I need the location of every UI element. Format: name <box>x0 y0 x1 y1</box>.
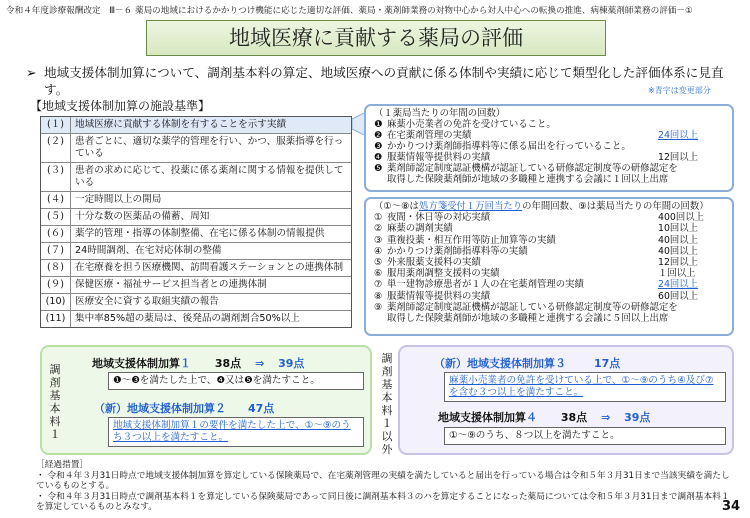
requirement-num: ❷ <box>374 130 383 141</box>
requirement-value <box>678 163 744 174</box>
requirement-text: 服薬情報等提供料の実績 <box>387 290 491 302</box>
requirement-item <box>374 302 724 313</box>
requirement-text: 薬剤師認定制度認証機構が認証している研修認定制度等の研修認定を <box>387 301 678 313</box>
box1-item5-cont: 取得した保険薬剤師が地域の多職種と連携する会議に１回以上出席 <box>387 174 669 185</box>
standard-text: 患者の求めに応じて、投薬に係る薬剤に関する情報を提供している <box>75 165 344 188</box>
add1-title: 地域支援体制加算１ 38点 ⇒ 39点 <box>92 357 305 370</box>
box2-heading: （①～⑧は処方箋受付１万回当たりの年間回数、⑨は薬局当たりの年間の回数） <box>374 201 709 212</box>
vertical-char: 剤 <box>381 365 393 378</box>
requirement-value: １回以上 <box>658 268 696 280</box>
blue-text-note: ※青字は変更部分 <box>648 86 711 95</box>
standard-num: (１) <box>41 117 71 133</box>
vertical-char: 以 <box>381 430 393 443</box>
page-title: 地域医療に貢献する薬局の評価 <box>146 20 606 56</box>
requirement-num: ② <box>374 223 383 235</box>
requirement-num: ⑦ <box>374 279 383 291</box>
standard-num: (４) <box>41 192 71 208</box>
requirement-item <box>374 223 724 234</box>
standard-text: 一定時間以上の開局 <box>75 194 162 205</box>
requirement-text: 在宅薬剤管理の実績 <box>387 130 472 141</box>
standard-text: 在宅療養を担う医療機関、訪問看護ステーションとの連携体制 <box>75 262 344 273</box>
requirement-text: かかりつけ薬剤師指導料等に係る届出を行っていること。 <box>387 141 631 152</box>
requirement-item <box>374 163 724 174</box>
standard-num: (11) <box>41 311 71 327</box>
requirement-text: 麻薬の調剤実績 <box>387 223 453 235</box>
requirement-item <box>374 246 724 257</box>
standard-num: (２) <box>41 134 71 162</box>
vertical-char: 外 <box>381 443 393 456</box>
standard-text: 保健医療・福祉サービス担当者との連携体制 <box>75 279 267 290</box>
standard-row <box>41 260 351 277</box>
standard-text: 医療安全に資する取組実績の報告 <box>75 296 219 307</box>
vertical-char: １ <box>49 428 61 441</box>
vertical-char: 調 <box>49 363 61 376</box>
requirement-num: ⑧ <box>374 290 383 302</box>
footnote-item-1: ・ 令和４年３月31日時点で地域支援体制加算を算定している保険薬局で、在宅薬剤管理の実績を満たしていると届出を行っている場合は令和５年３月31日まで当該実績を満たしているものとする。 <box>36 470 730 492</box>
vertical-char: 料 <box>49 415 61 428</box>
vertical-label-1 <box>48 363 62 441</box>
requirement-value: 40回以上 <box>658 234 699 246</box>
requirement-num: ⑤ <box>374 257 383 269</box>
add2-title: （新）地域支援体制加算２ 47点 <box>94 402 275 415</box>
requirement-value: 12回以上 <box>658 257 699 269</box>
basic-fee-1-group <box>40 345 372 455</box>
standard-row <box>41 277 351 294</box>
requirement-text: 単一建物診療患者が１人の在宅薬剤管理の実績 <box>387 279 584 291</box>
requirement-value: 24回以上 <box>658 130 699 141</box>
standard-text: 薬学的管理・指導の体制整備、在宅に係る体制の情報提供 <box>75 228 325 239</box>
vertical-label-2 <box>380 352 394 456</box>
add3-desc: 麻薬小売業者の免許を受けている上で、①～⑨のうち④及び⑦を含む３つ以上を満たすこと。 <box>444 372 726 402</box>
standard-row <box>41 209 351 226</box>
requirement-text: かかりつけ薬剤師指導料等の実績 <box>387 245 528 257</box>
requirement-item <box>374 268 724 279</box>
requirement-value: 12回以上 <box>658 152 699 163</box>
standard-row <box>41 117 351 134</box>
footnote-item-2: ・ 令和４年３月31日時点で調剤基本料１を算定している保険薬局であって同日後に調剤基本料３のハを算定することになった薬局については令和５年３月31日まで調剤基本料１を算定しているものとみなす。 <box>36 491 730 513</box>
box2-item9-cont: 取得した保険薬剤師が地域の多職種と連携する会議に５回以上出席 <box>387 313 669 325</box>
add3-title: （新）地域支援体制加算３ 17点 <box>434 357 621 370</box>
vertical-char: 本 <box>381 391 393 404</box>
standard-row <box>41 243 351 260</box>
standard-num: (９) <box>41 277 71 293</box>
requirement-num: ④ <box>374 245 383 257</box>
requirement-text: 薬剤師認定制度認証機構が認証している研修認定制度等の研修認定を <box>387 163 678 174</box>
vertical-char: 料 <box>381 404 393 417</box>
standard-num: (８) <box>41 260 71 276</box>
intro-text <box>26 64 726 98</box>
standard-row <box>41 134 351 163</box>
requirement-item <box>374 119 724 130</box>
standard-text: 24時間調剤、在宅対応体制の整備 <box>75 245 222 256</box>
requirement-num: ① <box>374 212 383 224</box>
standard-num: (５) <box>41 209 71 225</box>
requirements-box-2 <box>364 197 734 336</box>
add2-desc: 地域支援体制加算１の要件を満たした上で、①～⑨のうち３つ以上を満たすこと。 <box>108 417 364 447</box>
standard-row <box>41 192 351 209</box>
transitional-measures <box>36 460 736 513</box>
requirement-text: 夜間・休日等の対応実績 <box>387 212 491 224</box>
requirement-value: 24回以上 <box>658 279 699 291</box>
standard-num: (３) <box>41 163 71 191</box>
bullet-arrow-icon: ➢ <box>26 65 37 80</box>
requirement-num: ❺ <box>374 163 383 174</box>
standard-text: 十分な数の医薬品の備蓄、周知 <box>75 211 210 222</box>
vertical-char: 基 <box>381 378 393 391</box>
footnote-title: ［経過措置］ <box>36 460 89 470</box>
requirement-value: 40回以上 <box>658 245 699 257</box>
basic-fee-other-group <box>398 345 734 455</box>
requirement-num: ③ <box>374 234 383 246</box>
requirement-value: 60回以上 <box>658 290 699 302</box>
requirement-text: 麻薬小売業者の免許を受けていること。 <box>387 119 556 130</box>
standard-text: 患者ごとに、適切な薬学的管理を行い、かつ、服薬指導を行っている <box>75 136 344 159</box>
standard-num: (７) <box>41 243 71 259</box>
standard-row <box>41 163 351 192</box>
requirement-item <box>374 257 724 268</box>
standard-text: 地域医療に貢献する体制を有することを示す実績 <box>75 119 287 130</box>
requirement-value <box>658 119 724 130</box>
standards-title: 【地域支援体制加算の施設基準】 <box>30 99 211 113</box>
requirements-box-1 <box>364 104 734 192</box>
requirement-text: 服用薬剤調整支援料の実績 <box>387 268 500 280</box>
revision-header: 令和４年度診療報酬改定 Ⅲ－６ 薬局の地域におけるかかりつけ機能に応じた適切な評価、薬局・薬剤師業務の対物中心から対人中心への転換の推進、病棟薬剤師業務の評価－① <box>6 6 693 16</box>
vertical-char: 本 <box>49 402 61 415</box>
standard-num: (10) <box>41 294 71 310</box>
vertical-char: １ <box>381 417 393 430</box>
requirement-num: ⑥ <box>374 268 383 280</box>
standard-row <box>41 294 351 311</box>
requirement-num: ❶ <box>374 119 383 130</box>
add4-title: 地域支援体制加算４ 38点 ⇒ 39点 <box>438 411 651 424</box>
standard-num: (６) <box>41 226 71 242</box>
intro-body: 地域支援体制加算について、調剤基本料の算定、地域医療への貢献に係る体制や実績に応じて類型化した評価体系に見直す。 <box>44 65 724 97</box>
requirement-value <box>658 141 724 152</box>
standard-row <box>41 226 351 243</box>
requirement-value: 400回以上 <box>658 212 705 224</box>
standards-list <box>40 116 352 328</box>
per-10000-link: 処方箋受付１万回当たり <box>418 201 523 212</box>
requirement-item <box>374 279 724 290</box>
vertical-char: 調 <box>381 352 393 365</box>
requirement-item <box>374 130 724 141</box>
requirement-value: 10回以上 <box>658 223 699 235</box>
standard-row <box>41 311 351 327</box>
vertical-char: 基 <box>49 389 61 402</box>
requirement-item <box>374 152 724 163</box>
requirement-text: 外来服薬支援料の実績 <box>387 257 481 269</box>
requirement-num: ❸ <box>374 141 383 152</box>
add4-desc: ①～⑨のうち、８つ以上を満たすこと。 <box>444 427 726 445</box>
requirement-item <box>374 291 724 302</box>
standard-text: 集中率85%超の薬局は、後発品の調剤割合50%以上 <box>75 313 300 324</box>
requirement-text: 重複投薬・相互作用等防止加算等の実績 <box>387 234 556 246</box>
requirement-value <box>678 302 744 313</box>
requirement-item <box>374 141 724 152</box>
requirement-item <box>374 235 724 246</box>
requirement-num: ⑨ <box>374 301 383 313</box>
requirement-text: 服薬情報等提供料の実績 <box>387 152 491 163</box>
vertical-char: 剤 <box>49 376 61 389</box>
box1-heading: （１薬局当たりの年間の回数） <box>374 108 506 119</box>
page-number: 34 <box>722 499 741 514</box>
requirement-item <box>374 212 724 223</box>
requirement-num: ❹ <box>374 152 383 163</box>
add1-desc: ❶～❸を満たした上で、❹又は❺を満たすこと。 <box>108 372 364 390</box>
